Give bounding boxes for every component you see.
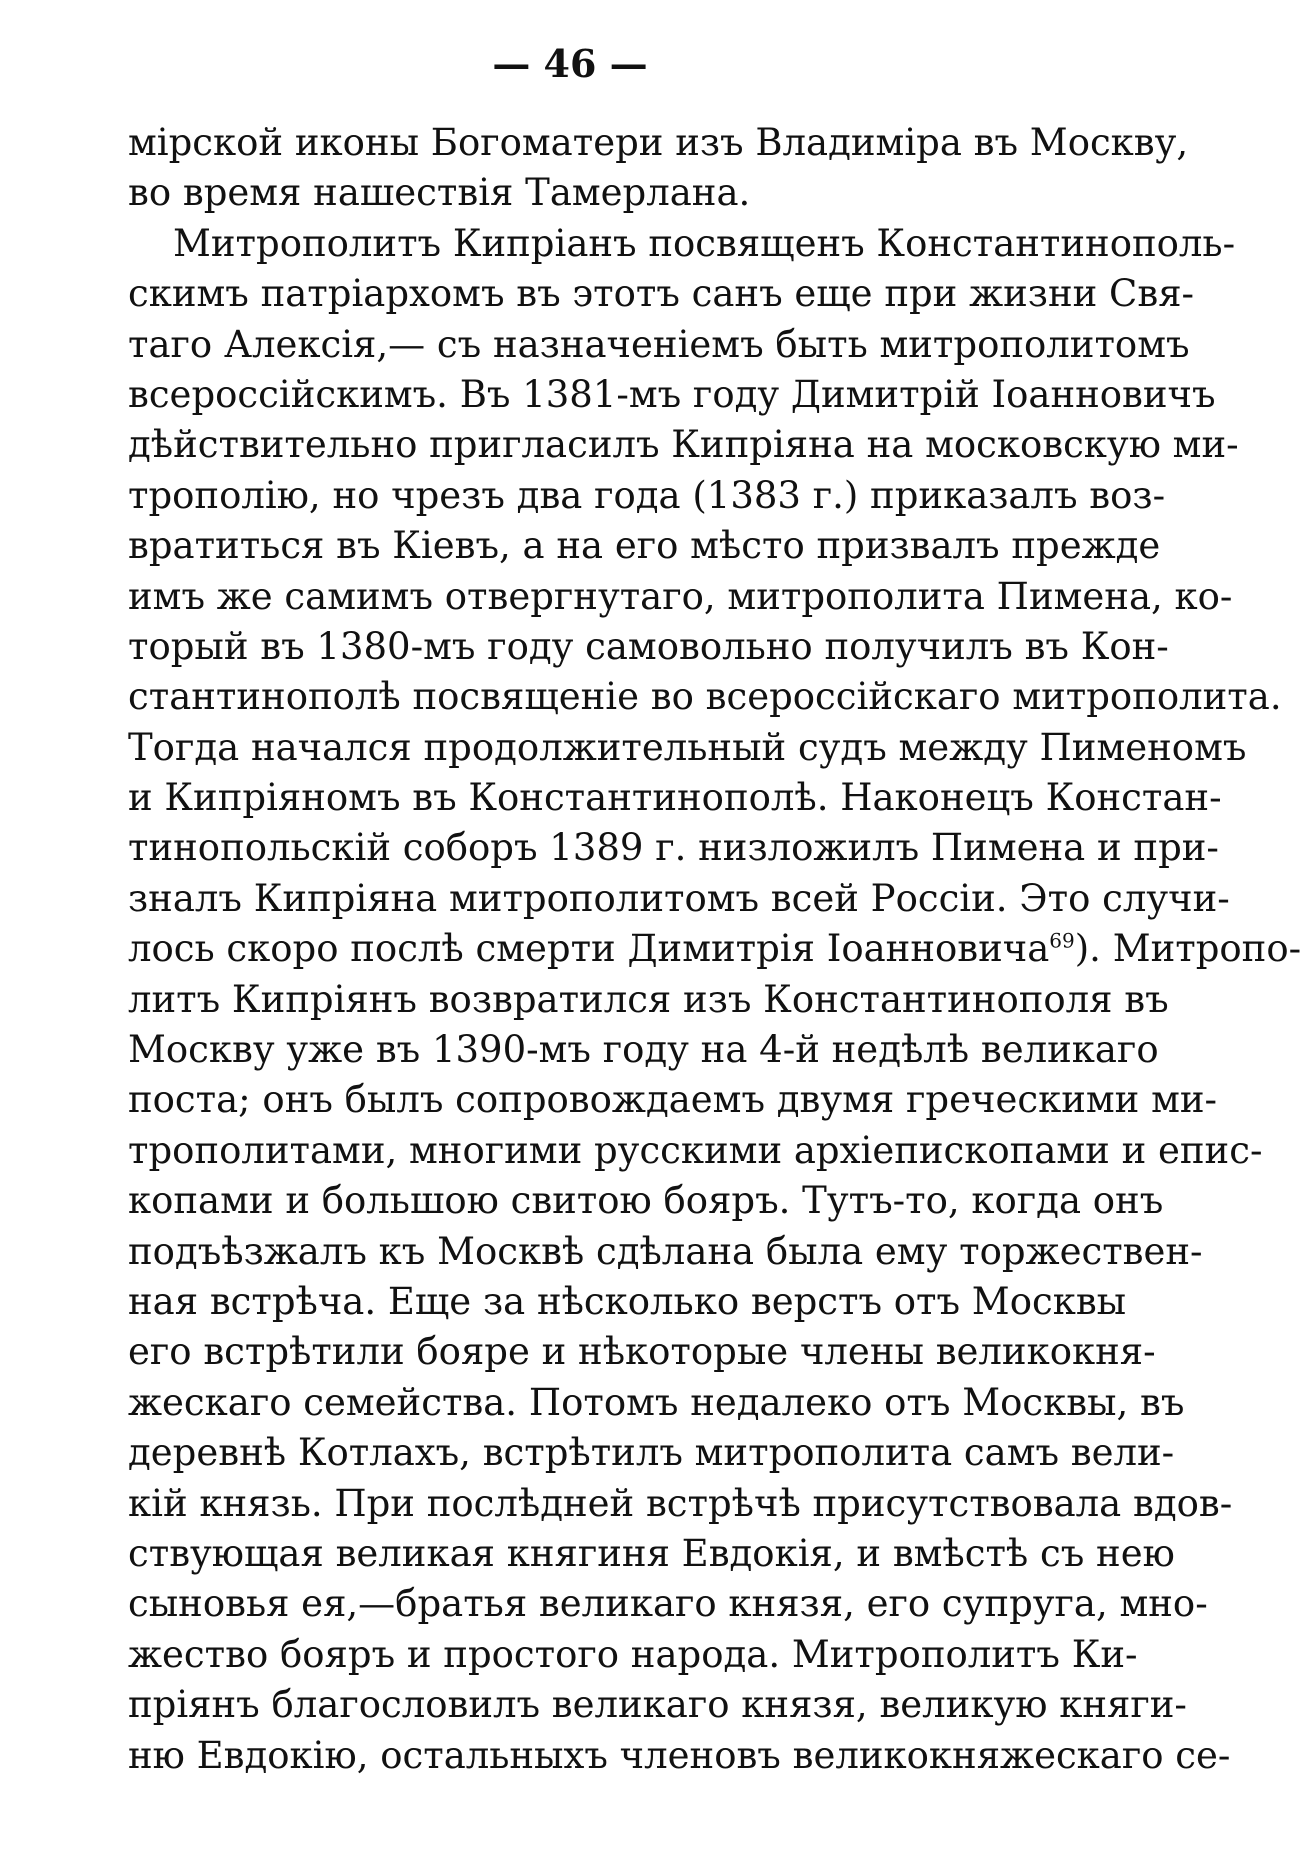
page-number: — 46 — (492, 41, 648, 86)
text-line: ню Евдокію, остальныхъ членовъ великокняжескаго се- (128, 1733, 1231, 1777)
text-line: поста; онъ былъ сопровождаемъ двумя греческими ми- (128, 1078, 1218, 1122)
text-line: жескаго семейства. Потомъ недалеко отъ Москвы, въ (128, 1380, 1185, 1424)
text-line: кій князь. При послѣдней встрѣчѣ присутствовала вдов- (128, 1481, 1233, 1525)
text-line: мірской иконы Богоматери изъ Владиміра въ Москву, (128, 121, 1189, 164)
text-line: трополію, но чрезъ два года (1383 г.) приказалъ воз- (128, 473, 1166, 517)
text-line: сыновья ея,—братья великаго князя, его супруга, мно- (128, 1582, 1208, 1626)
text-line: всероссійскимъ. Въ 1381-мъ году Димитрій Іоанновичъ (128, 372, 1216, 416)
text-line: имъ же самимъ отвергнутаго, митрополита Пимена, ко- (128, 574, 1233, 618)
text-segment: ). Митропо- (1074, 927, 1301, 971)
text-line: стантинополѣ посвященіе во всероссійскаго митрополита. (128, 675, 1282, 719)
paragraph-1 (128, 118, 1189, 219)
text-line: трополитами, многими русскими архіепископами и епис- (128, 1128, 1263, 1172)
text-line: жество бояръ и простого народа. Митрополитъ Ки- (128, 1632, 1138, 1676)
text-line: литъ Кипріянъ возвратился изъ Константинополя въ (128, 977, 1169, 1021)
text-line: во время нашествія Тамерлана. (128, 171, 751, 215)
footnote-reference: 69 (1049, 928, 1075, 953)
paragraph-2 (128, 219, 1301, 1781)
text-line: его встрѣтили бояре и нѣкоторые члены великокня- (128, 1330, 1156, 1374)
text-line: копами и большою свитою бояръ. Тутъ-то, когда онъ (128, 1179, 1164, 1223)
text-line: Тогда начался продолжительный судъ между Пименомъ (128, 725, 1247, 769)
text-line: подъѣзжалъ къ Москвѣ сдѣлана была ему торжествен- (128, 1229, 1203, 1273)
text-line: вратиться въ Кіевъ, а на его мѣсто призвалъ прежде (128, 524, 1161, 568)
text-line: зналъ Кипріяна митрополитомъ всей Россіи. Это случи- (128, 876, 1230, 920)
text-line: ная встрѣча. Еще за нѣсколько верстъ отъ Москвы (128, 1279, 1127, 1323)
text-line: и Кипріяномъ въ Константинополѣ. Наконецъ Констан- (128, 776, 1222, 820)
text-line: Митрополитъ Кипріанъ посвященъ Константинополь- (173, 221, 1236, 265)
text-line-with-footnote (128, 924, 1301, 974)
text-line: Москву уже въ 1390-мъ году на 4-й недѣлѣ великаго (128, 1028, 1159, 1072)
text-line: дѣйствительно пригласилъ Кипріяна на московскую ми- (128, 423, 1239, 467)
body-text (128, 118, 1301, 1781)
text-line: торый въ 1380-мъ году самовольно получилъ въ Кон- (128, 624, 1169, 668)
text-line: скимъ патріархомъ въ этотъ санъ еще при жизни Свя- (128, 272, 1195, 316)
text-line: тинопольскій соборъ 1389 г. низложилъ Пимена и при- (128, 826, 1219, 870)
text-segment: лось скоро послѣ смерти Димитрія Іоанновича (128, 927, 1050, 971)
text-line: ствующая великая княгиня Евдокія, и вмѣстѣ съ нею (128, 1531, 1175, 1575)
text-line: таго Алексія,— съ назначеніемъ быть митрополитомъ (128, 322, 1190, 366)
text-line: пріянъ благословилъ великаго князя, великую княги- (128, 1683, 1187, 1727)
text-line: деревнѣ Котлахъ, встрѣтилъ митрополита самъ вели- (128, 1431, 1175, 1475)
